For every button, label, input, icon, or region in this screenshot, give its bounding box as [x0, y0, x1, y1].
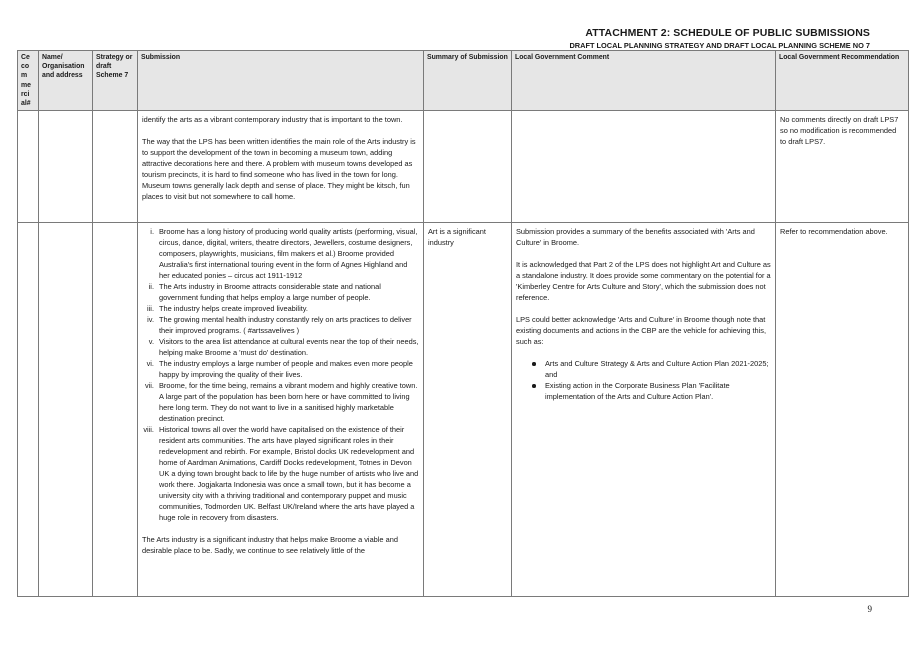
col-header-comment: Local Government Comment [512, 51, 776, 111]
col-header-summary: Summary of Submission [424, 51, 512, 111]
list-item-text: The industry helps create improved liveability. [159, 304, 308, 314]
list-item-number: iv. [147, 315, 154, 325]
submissions-table [17, 50, 909, 597]
commercial-cell [18, 223, 39, 597]
table-header-row [18, 51, 909, 111]
name-cell [39, 111, 93, 223]
list-item [142, 303, 419, 314]
list-item-text: Visitors to the area list attendance at cultural events near the top of their needs, helping make Broome a 'must do' destination. [159, 337, 419, 358]
col-header-submission: Submission [138, 51, 424, 111]
list-item [142, 424, 419, 523]
page-title: ATTACHMENT 2: SCHEDULE OF PUBLIC SUBMISSIONS [585, 27, 870, 39]
list-item-text: Historical towns all over the world have capitalised on the existence of their resident arts communities. The arts have played significant roles in their redevelopment and rebirth. For example, Bristol docks UK redevelopment and home of Aardman Animations, Cardiff Docks redevelopment, Totnes in Devon UK a dying town brought back to life by the huge number of artists who live and work there. Jogjakarta Indonesia was once a small town, but it has become a university city with a thriving traditional and contemporary puppet and music communities, Todmorden UK. Belfast UK/Ireland where the arts have played a huge role in recovery from disasters. [159, 425, 419, 523]
commercial-cell [18, 111, 39, 223]
submission-list [142, 226, 419, 523]
summary-cell [424, 111, 512, 223]
page-number: 9 [867, 604, 872, 614]
submission-paragraph: The way that the LPS has been written identifies the main role of the Arts industry is to support the development of the town in becoming a museum town, adding attractive decorations here and there. A problem with museum towns developed as tourism precincts, it is hard to find someone who has lived in the town for long. Museum towns generally lack depth and sense of place. They might be kitsch, fun places to visit but not somewhere to call home. [142, 137, 416, 202]
recommendation-cell: Refer to recommendation above. [776, 223, 909, 597]
comment-paragraph: Submission provides a summary of the benefits associated with 'Arts and Culture' in Broome. [516, 227, 755, 248]
list-item [142, 358, 419, 380]
list-item-number: ii. [148, 282, 154, 292]
list-item-text: Broome, for the time being, remains a vibrant modern and highly creative town. A large part of the population has been born here or have committed to living here long term. They do not want to live in a sanitised highly marketable destination precinct. [159, 381, 418, 424]
table-row [18, 111, 909, 223]
list-item [142, 314, 419, 336]
list-item [142, 380, 419, 424]
list-item-text: The Arts industry in Broome attracts considerable state and national government funding that helps employ a large number of people. [159, 282, 381, 303]
name-cell [39, 223, 93, 597]
submission-closing-paragraph: The Arts industry is a significant industry that helps make Broome a viable and desirable place to be. Sadly, we continue to see relatively little of the [142, 535, 398, 556]
page-subtitle: DRAFT LOCAL PLANNING STRATEGY AND DRAFT LOCAL PLANNING SCHEME NO 7 [569, 41, 870, 50]
list-item [142, 336, 419, 358]
list-item-text: The industry employs a large number of people and makes even more people happy by improving the quality of their lives. [159, 359, 413, 380]
strategy-cell [93, 111, 138, 223]
list-item-text: Broome has a long history of producing world quality artists (performing, visual, circus, dance, digital, writers, theatre directors, Jewellers, costume designers, composers, playwrights, musicians, film makers et al.) Broome provided Australia's first international touring event in the form of Agnes Highland and her educated ponies – circus act 1911-1912 [159, 227, 418, 281]
submission-paragraph: identify the arts as a vibrant contemporary industry that is important to the town. [142, 115, 403, 125]
comment-bullet-list [516, 358, 771, 402]
list-item-number: i. [150, 227, 154, 237]
recommendation-cell: No comments directly on draft LPS7 so no modification is recommended to draft LPS7. [776, 111, 909, 223]
col-header-recommendation: Local Government Recommendation [776, 51, 909, 111]
summary-cell: Art is a significant industry [424, 223, 512, 597]
comment-paragraph: It is acknowledged that Part 2 of the LPS does not highlight Art and Culture as a standalone industry. It does provide some commentary on the potential for a 'Kimberley Centre for Arts Culture and Story', which the submission does not reference. [516, 260, 771, 303]
submission-cell [138, 111, 424, 223]
list-item-number: v. [148, 337, 154, 347]
list-item-number: iii. [147, 304, 154, 314]
list-item-number: viii. [143, 425, 154, 435]
page-header [569, 27, 870, 51]
table-row [18, 223, 909, 597]
list-item-number: vi. [146, 359, 154, 369]
submission-cell [138, 223, 424, 597]
col-header-commercial: Ce co m me rci al# [18, 51, 39, 111]
strategy-cell [93, 223, 138, 597]
col-header-name-organisation: Name/ Organisation and address [39, 51, 93, 111]
list-item-text: The growing mental health industry constantly rely on arts practices to deliver their improved programs. ( #artssavelives ) [159, 315, 412, 336]
list-item-number: vii. [144, 381, 154, 391]
bullet-item: Arts and Culture Strategy & Arts and Culture Action Plan 2021-2025; and [516, 358, 771, 380]
list-item [142, 226, 419, 281]
bullet-item: Existing action in the Corporate Business Plan 'Facilitate implementation of the Arts and Culture Action Plan'. [516, 380, 771, 402]
list-item [142, 281, 419, 303]
col-header-strategy-scheme: Strategy or draft Scheme 7 [93, 51, 138, 111]
comment-cell [512, 223, 776, 597]
comment-cell [512, 111, 776, 223]
comment-paragraph: LPS could better acknowledge 'Arts and Culture' in Broome though note that existing documents and actions in the CBP are the vehicle for achieving this, such as: [516, 315, 767, 347]
